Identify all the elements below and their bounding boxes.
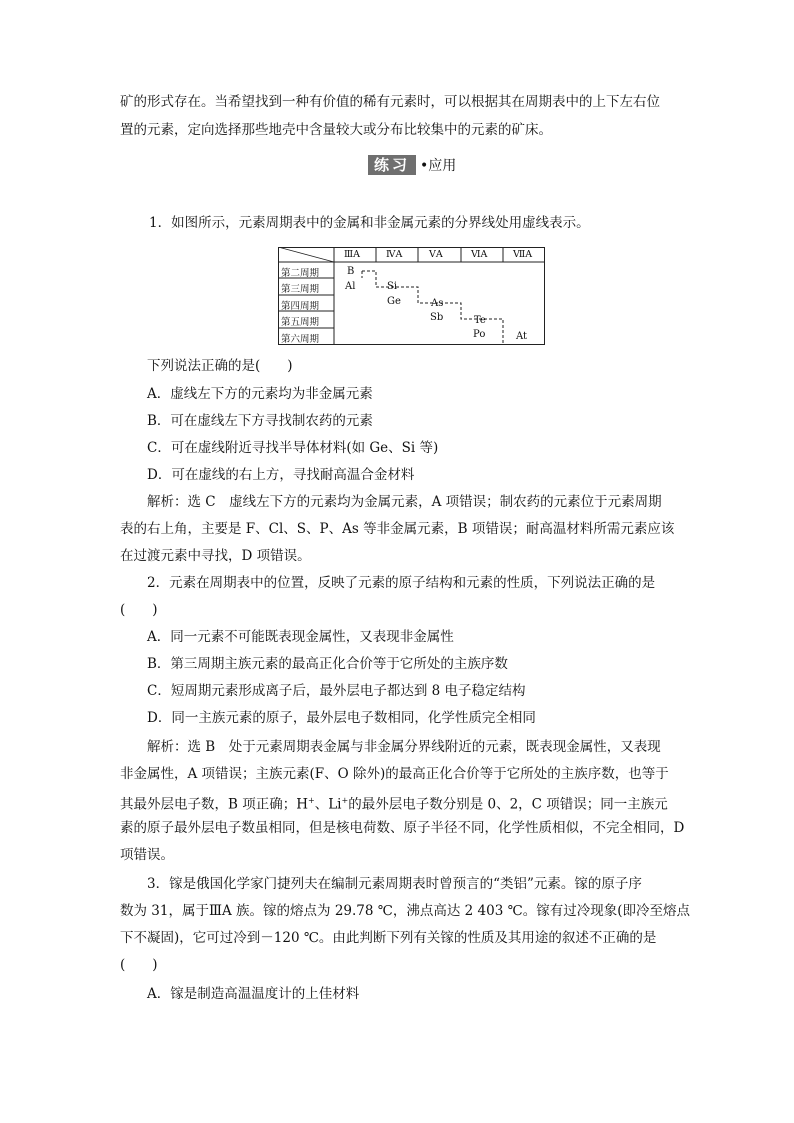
element-At: At xyxy=(516,331,528,342)
q2-solution-line-3 xyxy=(120,791,680,815)
row-label-period-5: 第五周期 xyxy=(281,317,320,328)
row-label-period-6: 第六周期 xyxy=(281,334,320,345)
practice-label: 练习 xyxy=(368,155,416,175)
practice-sublabel: •应用 xyxy=(420,158,457,174)
q1-solution-line-3: 在过渡元素中寻找，D 项错误。 xyxy=(120,548,311,564)
element-As: As xyxy=(431,298,444,309)
q1-ask: 下列说法正确的是( ) xyxy=(147,358,293,374)
practice-heading xyxy=(368,155,456,175)
element-Po: Po xyxy=(473,329,486,340)
q3-stem-line-1: 3．镓是俄国化学家门捷列夫在编制元素周期表时曾预言的“类铝”元素。镓的原子序 xyxy=(147,876,642,892)
q2-solution-line-4: 素的原子最外层电子数虽相同，但是核电荷数、原子半径不同，化学性质相似，不完全相同，D xyxy=(120,820,685,836)
periodic-table-figure xyxy=(278,247,546,347)
q2-solution-line-1: 解析：选 B 处于元素周期表金属与非金属分界线附近的元素，既表现金属性，又表现 xyxy=(147,739,661,755)
q1-solution-line-1: 解析：选 C 虚线左下方的元素均为金属元素，A 项错误；制农药的元素位于元素周期 xyxy=(147,494,662,510)
row-label-period-3: 第三周期 xyxy=(281,284,320,295)
q1-solution-line-2: 表的右上角，主要是 F、Cl、S、P、As 等非金属元素，B 项错误；耐高温材料所需元素应该 xyxy=(120,521,675,537)
q3-option-A: A．镓是制造高温温度计的上佳材料 xyxy=(147,986,360,1002)
q2-solution-line-2: 非金属性，A 项错误；主族元素(F、O 除外)的最高正化合价等于它所处的主族序数，也等于 xyxy=(120,766,669,782)
q2-option-C: C．短周期元素形成离子后，最外层电子都达到 8 电子稳定结构 xyxy=(147,683,526,699)
q2-stem-line-1: 2．元素在周期表中的位置，反映了元素的原子结构和元素的性质，下列说法正确的是 xyxy=(147,575,656,591)
q3-stem-line-4: ( ) xyxy=(120,957,158,973)
q2-sol3-part-a: 其最外层电子数，B 项正确；H xyxy=(120,796,308,813)
q1-option-B: B．可在虚线左下方寻找制农药的元素 xyxy=(147,413,373,429)
header-VIA: ⅥA xyxy=(471,249,488,260)
superscript-plus-li: + xyxy=(341,796,349,805)
q1-option-C: C．可在虚线附近寻找半导体材料(如 Ge、Si 等) xyxy=(147,440,439,456)
q2-option-B: B．第三周期主族元素的最高正化合价等于它所处的主族序数 xyxy=(147,656,508,672)
intro-line-1: 矿的形式存在。当希望找到一种有价值的稀有元素时，可以根据其在周期表中的上下左右位 xyxy=(120,94,660,110)
element-Ge: Ge xyxy=(387,296,401,307)
header-IIIA: ⅢA xyxy=(344,249,361,260)
row-label-period-2: 第二周期 xyxy=(281,268,320,279)
element-Al: Al xyxy=(345,281,356,292)
intro-line-2: 置的元素，定向选择那些地壳中含量较大或分布比较集中的元素的矿床。 xyxy=(120,122,552,138)
superscript-plus-h: + xyxy=(308,796,315,805)
q2-sol3-part-b: 、Li xyxy=(314,796,342,813)
element-Te: Te xyxy=(474,315,486,326)
q1-stem: 1．如图所示，元素周期表中的金属和非金属元素的分界线处用虚线表示。 xyxy=(149,215,590,231)
element-Si: Si xyxy=(387,281,398,292)
header-IVA: ⅣA xyxy=(386,249,403,260)
q1-option-D: D．可在虚线的右上方，寻找耐高温合金材料 xyxy=(147,467,415,483)
q1-option-A: A．虚线左下方的元素均为非金属元素 xyxy=(147,386,373,402)
q2-option-D: D．同一主族元素的原子，最外层电子数相同，化学性质完全相同 xyxy=(147,710,536,726)
header-VIIA: ⅦA xyxy=(513,249,533,260)
q3-stem-line-3: 下不凝固)，它可过冷到－120 ℃。由此判断下列有关镓的性质及其用途的叙述不正确的是 xyxy=(120,930,657,946)
q2-option-A: A．同一元素不可能既表现金属性，又表现非金属性 xyxy=(147,629,454,645)
q3-stem-line-2: 数为 31，属于ⅢA 族。镓的熔点为 29.78 ℃，沸点高达 2 403 ℃。镓有过冷现象(即冷至熔点 xyxy=(120,903,690,919)
header-VA: ⅤA xyxy=(429,249,443,260)
element-Sb: Sb xyxy=(430,312,444,323)
q2-stem-line-2: ( ) xyxy=(120,602,158,618)
row-label-period-4: 第四周期 xyxy=(281,301,320,312)
element-B: B xyxy=(347,266,355,277)
q2-sol3-part-c: 的最外层电子数分别是 0、2，C 项错误；同一主族元 xyxy=(348,796,668,813)
q2-solution-line-5: 项错误。 xyxy=(120,847,174,863)
